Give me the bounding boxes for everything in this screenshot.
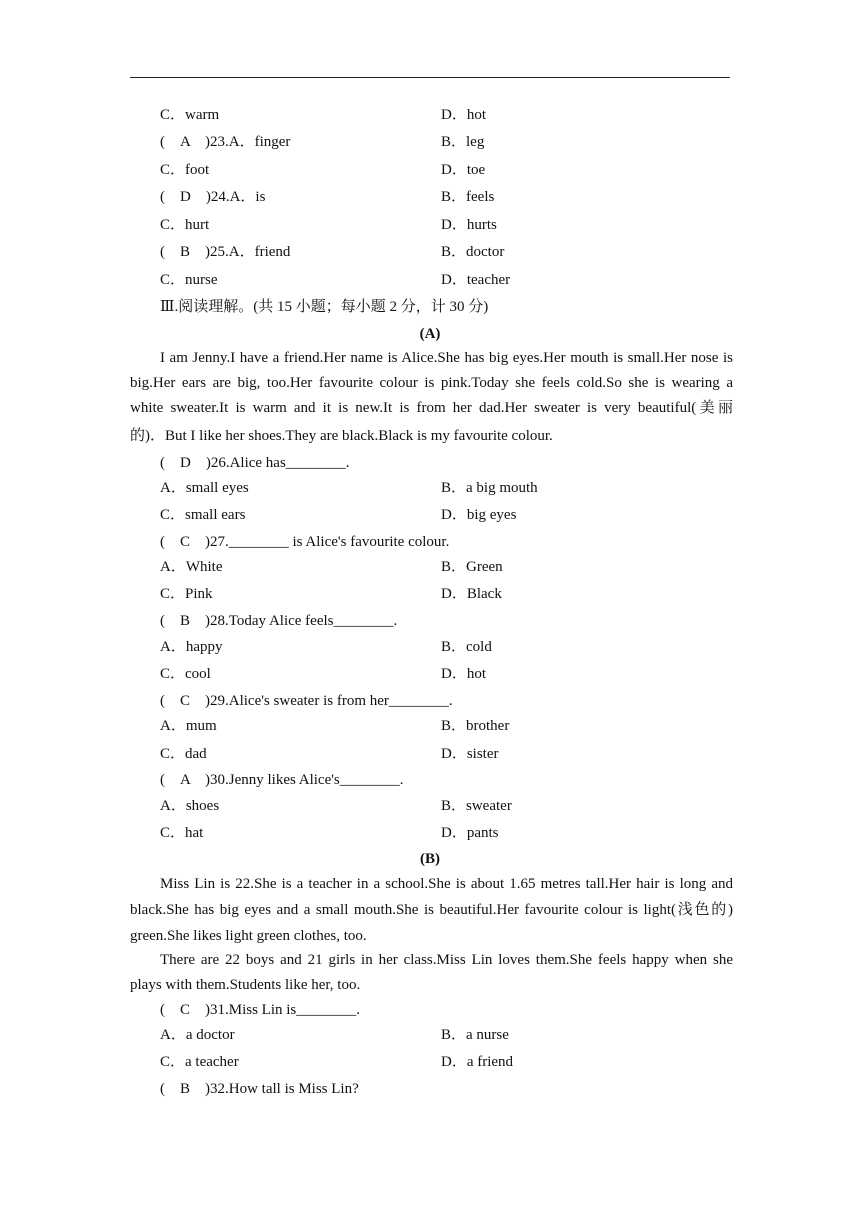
option-d-q22: D．hot [441,107,487,123]
passage-a-line: white sweater.It is warm and it is new.It is from her dad.Her sweater is very beautiful(美丽 [130,400,733,416]
option-c-q24: C．hurt [160,217,210,233]
passage-b-line: green.She likes light green clothes, too. [130,928,367,944]
option-c-q27: C．Pink [160,586,213,602]
option-c-q28: C．cool [160,666,211,682]
option-b-q26: B．a big mouth [441,480,538,496]
option-b-q27: B．Green [441,559,503,575]
option-d-q31: D．a friend [441,1054,514,1070]
question-24: ( D )24.A．is [160,189,266,205]
question-26: ( D )26.Alice has________. [160,455,350,471]
option-d-q30: D．pants [441,825,499,841]
passage-b-line: black.She has big eyes and a small mouth.She is beautiful.Her favourite colour is light(浅色的) [130,902,733,918]
option-b-q31: B．a nurse [441,1027,509,1043]
passage-a-label: (A) [419,326,441,342]
option-d-q23: D．toe [441,162,486,178]
option-c-q23: C．foot [160,162,210,178]
option-b-q25: B．doctor [441,244,505,260]
option-d-q27: D．Black [441,586,502,602]
option-d-q29: D．sister [441,746,499,762]
option-a-q29: A．mum [160,718,217,734]
option-b-q29: B．brother [441,718,510,734]
option-a-q28: A．happy [160,639,223,655]
option-c-q26: C．small ears [160,507,246,523]
option-b-q30: B．sweater [441,798,512,814]
option-b-q23: B．leg [441,134,485,150]
option-c-q31: C．a teacher [160,1054,239,1070]
section-title: Ⅲ.阅读理解。(共 15 小题；每小题 2 分，计 30 分) [160,299,489,315]
passage-a-line: big.Her ears are big, too.Her favourite colour is pink.Today she feels cold.So she is wearing a [130,375,733,391]
option-d-q28: D．hot [441,666,487,682]
question-23: ( A )23.A．finger [160,134,291,150]
passage-b-label: (B) [420,851,440,867]
passage-b-line: There are 22 boys and 21 girls in her class.Miss Lin loves them.She feels happy when she [160,952,733,968]
passage-b-line: Miss Lin is 22.She is a teacher in a school.She is about 1.65 metres tall.Her hair is long and [160,876,733,892]
question-32: ( B )32.How tall is Miss Lin? [160,1081,359,1097]
passage-a-line: 的)．But I like her shoes.They are black.Black is my favourite colour. [130,428,553,444]
header-rule [130,77,730,78]
question-29: ( C )29.Alice's sweater is from her________. [160,693,453,709]
passage-a-line: I am Jenny.I have a friend.Her name is Alice.She has big eyes.Her mouth is small.Her nose is [160,350,733,366]
option-a-q27: A．White [160,559,223,575]
option-b-q24: B．feels [441,189,495,205]
option-c-q30: C．hat [160,825,204,841]
option-a-q26: A．small eyes [160,480,249,496]
option-d-q26: D．big eyes [441,507,517,523]
question-31: ( C )31.Miss Lin is________. [160,1002,361,1018]
option-c-q22: C．warm [160,107,220,123]
option-a-q31: A．a doctor [160,1027,235,1043]
option-b-q28: B．cold [441,639,492,655]
question-25: ( B )25.A．friend [160,244,291,260]
question-27: ( C )27.________ is Alice's favourite colour. [160,534,450,550]
question-28: ( B )28.Today Alice feels________. [160,613,398,629]
option-c-q29: C．dad [160,746,207,762]
passage-b-line: plays with them.Students like her, too. [130,977,361,993]
question-30: ( A )30.Jenny likes Alice's________. [160,772,404,788]
option-a-q30: A．shoes [160,798,220,814]
option-c-q25: C．nurse [160,272,218,288]
option-d-q24: D．hurts [441,217,497,233]
option-d-q25: D．teacher [441,272,511,288]
